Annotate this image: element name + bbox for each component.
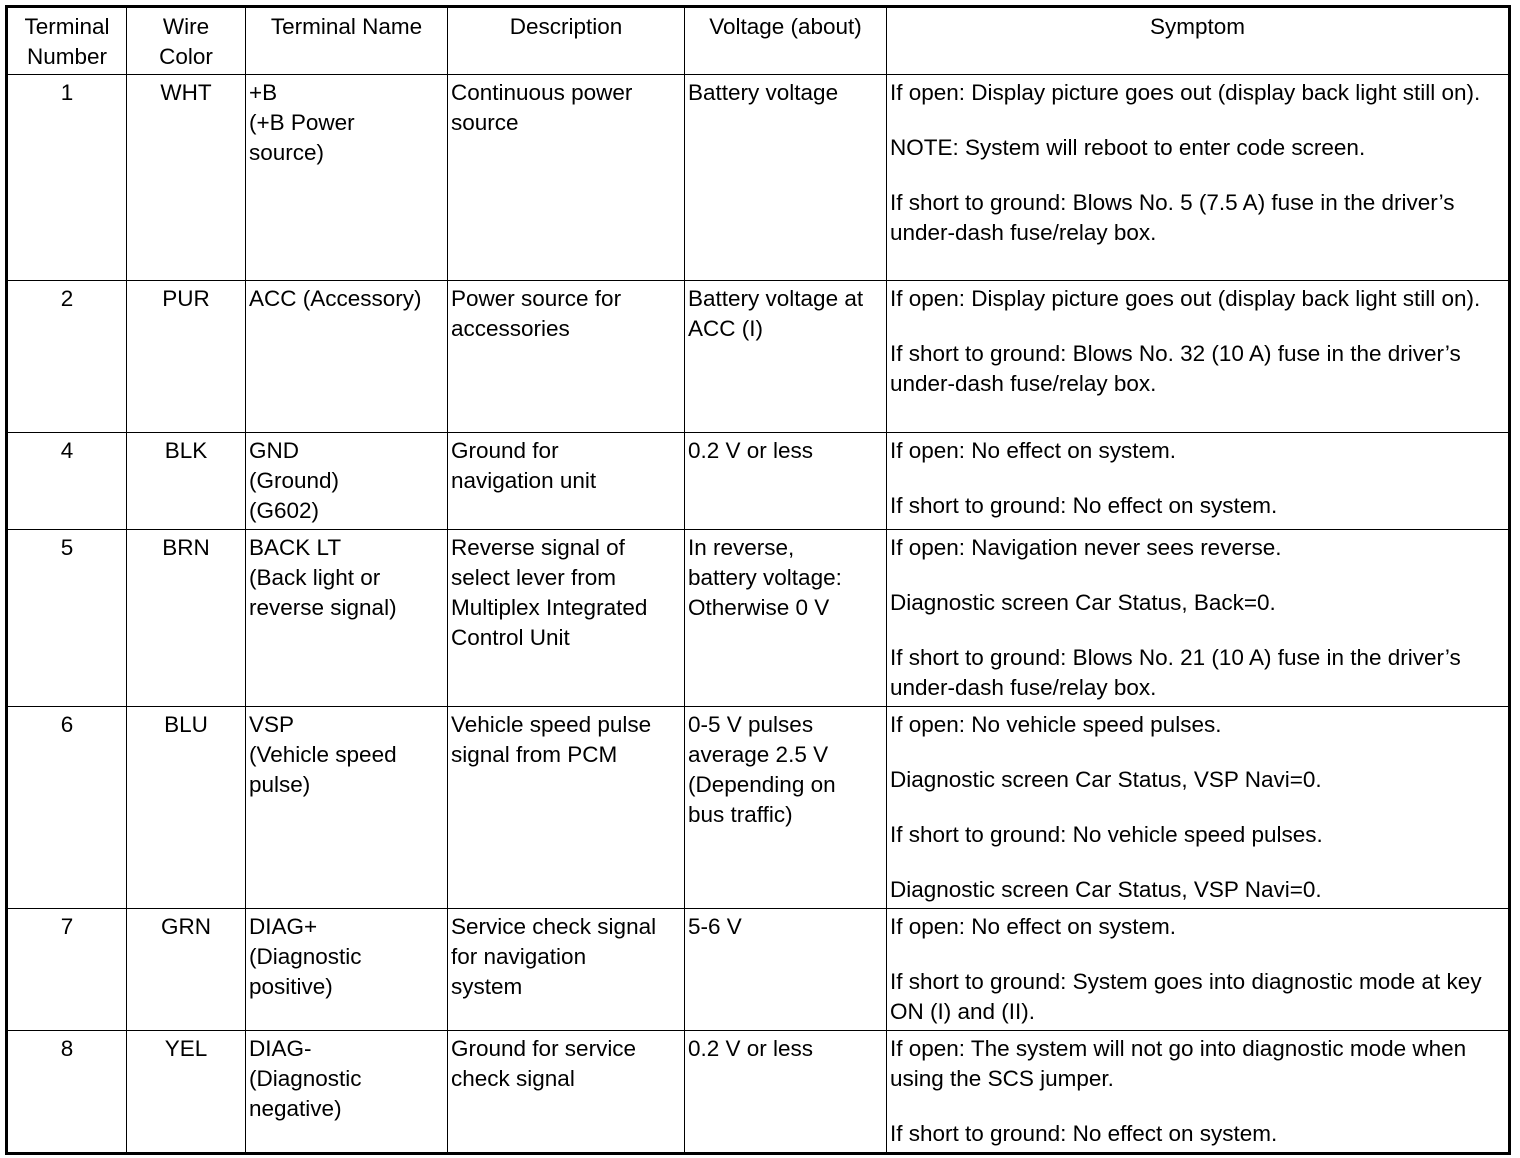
symptom-paragraph: If open: Display picture goes out (display back light still on). — [890, 80, 1481, 105]
voltage-cell — [685, 530, 887, 707]
symptom-cell — [887, 707, 1510, 909]
terminal-name-cell — [246, 530, 448, 707]
description-line: Control Unit — [451, 625, 570, 650]
wire-color-cell: WHT — [127, 75, 246, 281]
table-row — [7, 707, 1510, 909]
description-line: Multiplex Integrated — [451, 595, 648, 620]
description-cell — [448, 909, 685, 1031]
terminal-number-cell: 1 — [7, 75, 127, 281]
symptom-paragraph: If open: Navigation never sees reverse. — [890, 535, 1282, 560]
terminal-pinout-table — [5, 5, 1511, 1155]
terminal-number-cell: 2 — [7, 281, 127, 433]
wire-color-cell: BRN — [127, 530, 246, 707]
description-line: select lever from — [451, 565, 617, 590]
description-line: check signal — [451, 1066, 575, 1091]
header-description: Description — [448, 7, 685, 75]
terminal-name-cell — [246, 281, 448, 433]
voltage-line: 0.2 V or less — [688, 438, 814, 463]
voltage-cell — [685, 707, 887, 909]
header-terminal-number — [7, 7, 127, 75]
symptom-paragraph: If short to ground: Blows No. 32 (10 A) fuse in the driver’s under-dash fuse/relay box. — [890, 341, 1461, 396]
symptom-paragraph: If open: No vehicle speed pulses. — [890, 712, 1222, 737]
terminal-name-line: VSP — [249, 712, 295, 737]
description-cell — [448, 707, 685, 909]
description-line: Power source for — [451, 286, 622, 311]
voltage-cell — [685, 75, 887, 281]
symptom-paragraph: If short to ground: System goes into diagnostic mode at key ON (I) and (II). — [890, 969, 1482, 1024]
terminal-number-cell: 6 — [7, 707, 127, 909]
terminal-name-line: BACK LT — [249, 535, 342, 560]
header-terminal-number-line: Number — [26, 44, 108, 69]
description-cell — [448, 281, 685, 433]
description-line: source — [451, 110, 519, 135]
symptom-paragraph: If open: No effect on system. — [890, 914, 1176, 939]
symptom-cell — [887, 75, 1510, 281]
voltage-line: In reverse, — [688, 535, 795, 560]
description-line: for navigation — [451, 944, 587, 969]
terminal-name-line: GND — [249, 438, 299, 463]
wire-color-cell: PUR — [127, 281, 246, 433]
table-row — [7, 433, 1510, 530]
description-cell — [448, 1031, 685, 1154]
description-line: Ground for — [451, 438, 559, 463]
voltage-line: ACC (I) — [688, 316, 763, 341]
voltage-line: Otherwise 0 V — [688, 595, 830, 620]
terminal-name-line: (+B Power — [249, 110, 355, 135]
table-row — [7, 1031, 1510, 1154]
header-symptom: Symptom — [887, 7, 1510, 75]
description-line: Ground for service — [451, 1036, 637, 1061]
header-wire-color — [127, 7, 246, 75]
terminal-name-cell — [246, 707, 448, 909]
symptom-paragraph: If short to ground: Blows No. 5 (7.5 A) fuse in the driver’s under-dash fuse/relay box. — [890, 190, 1455, 245]
voltage-cell — [685, 909, 887, 1031]
symptom-cell — [887, 1031, 1510, 1154]
voltage-line: 0-5 V pulses — [688, 712, 814, 737]
description-line: system — [451, 974, 523, 999]
description-line: signal from PCM — [451, 742, 618, 767]
terminal-name-cell — [246, 433, 448, 530]
voltage-line: bus traffic) — [688, 802, 793, 827]
terminal-name-line: (Diagnostic — [249, 1066, 362, 1091]
header-voltage: Voltage (about) — [685, 7, 887, 75]
terminal-name-line: DIAG- — [249, 1036, 312, 1061]
voltage-cell — [685, 433, 887, 530]
voltage-line: Battery voltage — [688, 80, 839, 105]
header-row — [7, 7, 1510, 75]
table-row — [7, 530, 1510, 707]
voltage-line: average 2.5 V — [688, 742, 829, 767]
terminal-name-line: (Ground) — [249, 468, 340, 493]
wire-color-cell: GRN — [127, 909, 246, 1031]
terminal-name-line: source) — [249, 140, 325, 165]
terminal-number-cell: 7 — [7, 909, 127, 1031]
symptom-paragraph: NOTE: System will reboot to enter code screen. — [890, 135, 1366, 160]
voltage-line: 0.2 V or less — [688, 1036, 814, 1061]
symptom-paragraph: If short to ground: No effect on system. — [890, 493, 1278, 518]
description-line: accessories — [451, 316, 570, 341]
table-row — [7, 909, 1510, 1031]
terminal-name-line: (Back light or — [249, 565, 381, 590]
description-cell — [448, 433, 685, 530]
symptom-paragraph: If short to ground: No effect on system. — [890, 1121, 1278, 1146]
terminal-name-cell — [246, 75, 448, 281]
voltage-line: 5-6 V — [688, 914, 742, 939]
description-line: Service check signal — [451, 914, 657, 939]
description-line: Reverse signal of — [451, 535, 625, 560]
voltage-line: (Depending on — [688, 772, 836, 797]
symptom-cell — [887, 433, 1510, 530]
header-terminal-name: Terminal Name — [246, 7, 448, 75]
description-cell — [448, 530, 685, 707]
header-terminal-number-line: Terminal — [24, 14, 110, 39]
terminal-name-line: pulse) — [249, 772, 311, 797]
symptom-paragraph: If short to ground: Blows No. 21 (10 A) fuse in the driver’s under-dash fuse/relay box. — [890, 645, 1461, 700]
description-line: navigation unit — [451, 468, 597, 493]
terminal-name-line: negative) — [249, 1096, 342, 1121]
symptom-paragraph: Diagnostic screen Car Status, Back=0. — [890, 590, 1276, 615]
symptom-paragraph: If short to ground: No vehicle speed pulses. — [890, 822, 1323, 847]
symptom-paragraph: Diagnostic screen Car Status, VSP Navi=0. — [890, 877, 1322, 902]
description-line: Continuous power — [451, 80, 633, 105]
header-wire-color-line: Wire — [162, 14, 210, 39]
voltage-line: Battery voltage at — [688, 286, 864, 311]
symptom-cell — [887, 909, 1510, 1031]
terminal-name-line: DIAG+ — [249, 914, 318, 939]
wire-color-cell: BLU — [127, 707, 246, 909]
voltage-cell — [685, 1031, 887, 1154]
terminal-number-cell: 4 — [7, 433, 127, 530]
wire-color-cell: BLK — [127, 433, 246, 530]
symptom-paragraph: Diagnostic screen Car Status, VSP Navi=0. — [890, 767, 1322, 792]
voltage-line: battery voltage: — [688, 565, 842, 590]
terminal-number-cell: 8 — [7, 1031, 127, 1154]
terminal-name-cell — [246, 909, 448, 1031]
voltage-cell — [685, 281, 887, 433]
header-wire-color-line: Color — [159, 44, 213, 69]
symptom-paragraph: If open: No effect on system. — [890, 438, 1176, 463]
wire-color-cell: YEL — [127, 1031, 246, 1154]
symptom-paragraph: If open: Display picture goes out (display back light still on). — [890, 286, 1481, 311]
terminal-name-line: (Vehicle speed — [249, 742, 397, 767]
description-line: Vehicle speed pulse — [451, 712, 652, 737]
terminal-name-line: (G602) — [249, 498, 320, 523]
terminal-name-cell — [246, 1031, 448, 1154]
symptom-cell — [887, 530, 1510, 707]
terminal-name-line: ACC (Accessory) — [249, 286, 422, 311]
symptom-cell — [887, 281, 1510, 433]
terminal-number-cell: 5 — [7, 530, 127, 707]
terminal-name-line: (Diagnostic — [249, 944, 362, 969]
description-cell — [448, 75, 685, 281]
terminal-name-line: reverse signal) — [249, 595, 397, 620]
table-row — [7, 75, 1510, 281]
terminal-name-line: positive) — [249, 974, 333, 999]
table-row — [7, 281, 1510, 433]
terminal-name-line: +B — [249, 80, 278, 105]
symptom-paragraph: If open: The system will not go into diagnostic mode when using the SCS jumper. — [890, 1036, 1467, 1091]
